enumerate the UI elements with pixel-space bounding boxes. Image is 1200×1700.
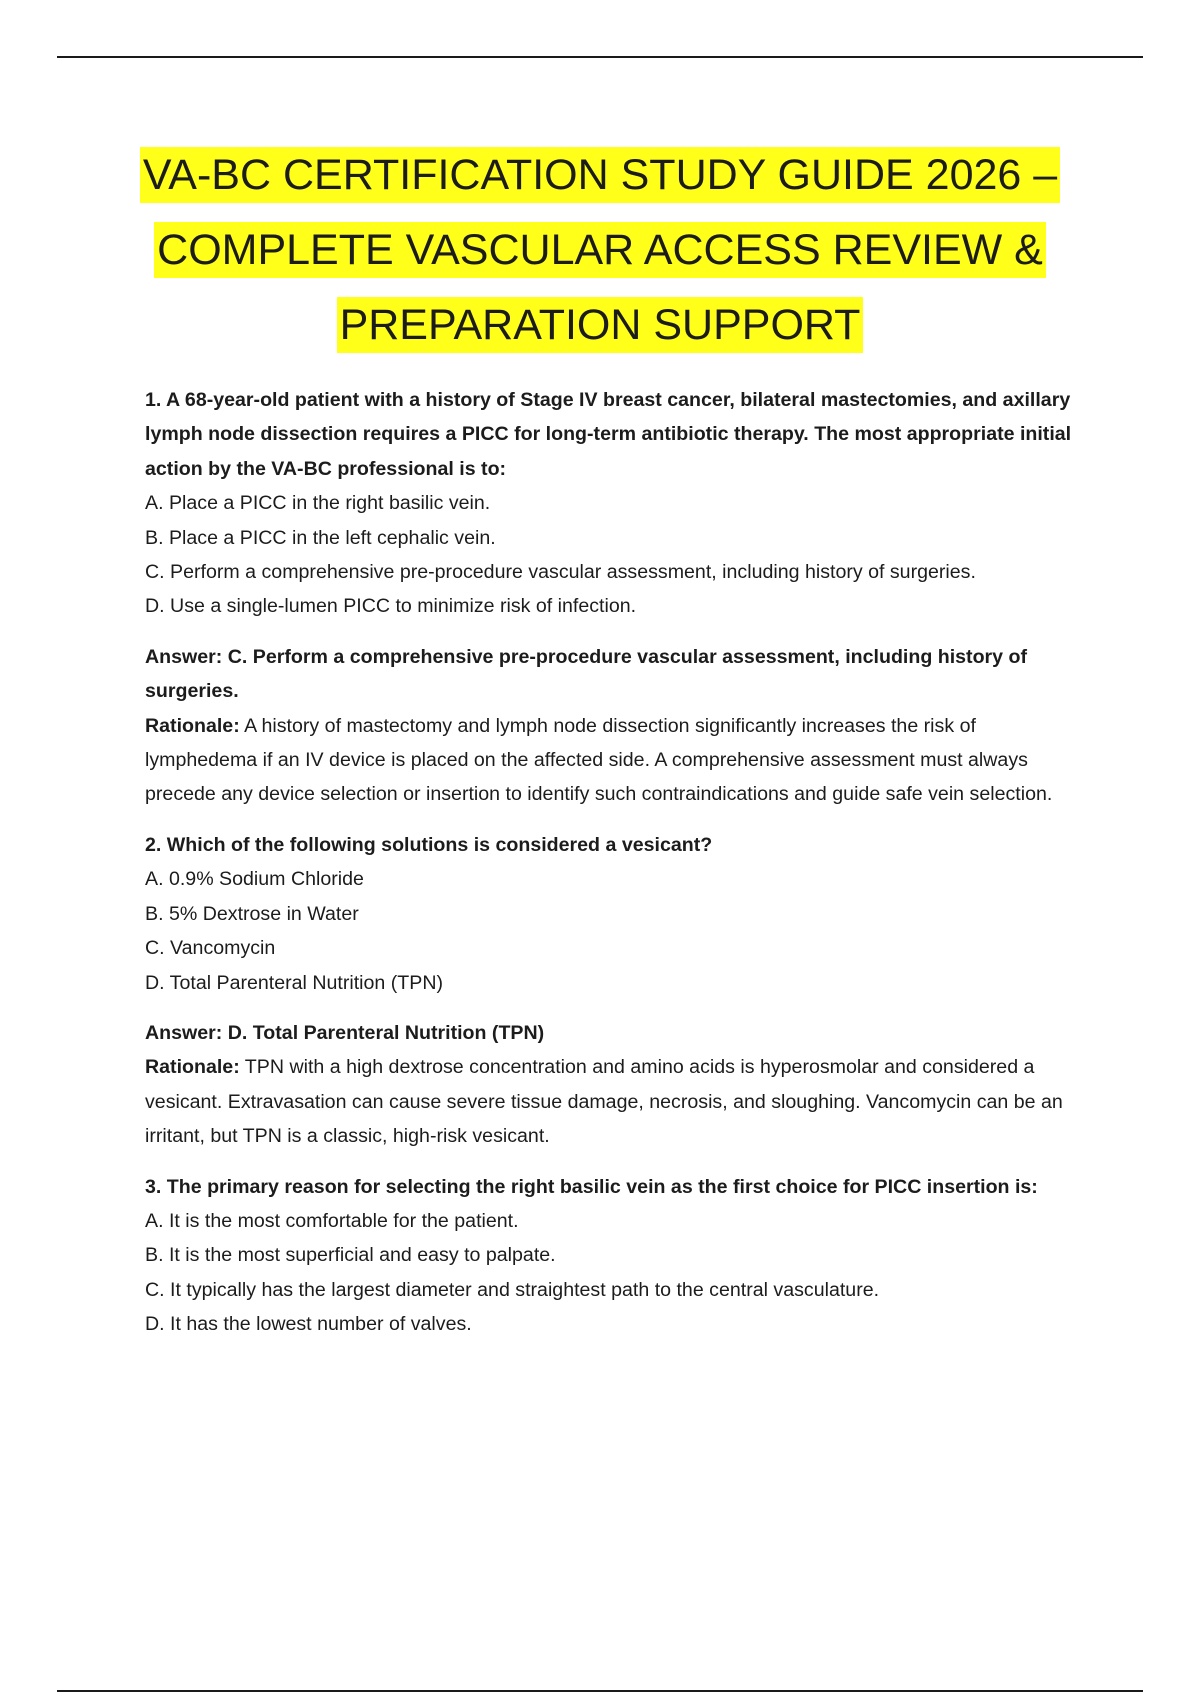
question-text: 2. Which of the following solutions is considered a vesicant? [145,833,713,856]
option-c: C. It typically has the largest diameter and straightest path to the central vasculature. [145,1278,880,1301]
document-title [80,138,1120,363]
top-rule [57,56,1143,58]
answer-text: Answer: D. Total Parenteral Nutrition (TPN) [145,1021,545,1044]
option-b: B. It is the most superficial and easy to palpate. [145,1244,556,1267]
rationale-label: Rationale: [145,1056,240,1079]
title-highlight: VA-BC CERTIFICATION STUDY GUIDE 2026 – COMPLETE VASCULAR ACCESS REVIEW & PREPARATION SUPPORT [140,147,1060,353]
option-a: A. It is the most comfortable for the patient. [145,1209,519,1232]
question-text: 3. The primary reason for selecting the right basilic vein as the first choice for PICC insertion is: [145,1175,1038,1198]
answer-block-2 [145,1016,1090,1154]
option-b: B. Place a PICC in the left cephalic vein. [145,526,496,549]
rationale-text: A history of mastectomy and lymph node dissection significantly increases the risk of lymphedema if an IV device is placed on the affected side. A comprehensive assessment must always precede any device selection or insertion to identify such contraindications and guide safe vein selection. [145,714,1053,806]
question-list [145,383,1090,1358]
question-text: 1. A 68-year-old patient with a history of Stage IV breast cancer, bilateral mastectomies, and axillary lymph node dissection requires a PICC for long-term antibiotic therapy. The most appropriate initial action by the VA-BC professional is to: [145,389,1072,480]
question-block-2 [145,828,1090,1000]
option-d: D. It has the lowest number of valves. [145,1313,472,1336]
answer-block-1 [145,640,1090,812]
option-b: B. 5% Dextrose in Water [145,902,359,925]
option-d: D. Use a single-lumen PICC to minimize risk of infection. [145,595,637,618]
answer-text: Answer: C. Perform a comprehensive pre-procedure vascular assessment, including history of surgeries. [145,645,1027,703]
rationale-text: TPN with a high dextrose concentration and amino acids is hyperosmolar and considered a vesicant. Extravasation can cause severe tissue damage, necrosis, and sloughing. Vancomycin can be an irritant, but TPN is a classic, high-risk vesicant. [145,1056,1063,1148]
rationale-label: Rationale: [145,714,240,737]
rationale [145,709,1090,812]
option-a: A. Place a PICC in the right basilic vein. [145,492,491,515]
option-d: D. Total Parenteral Nutrition (TPN) [145,971,444,994]
option-a: A. 0.9% Sodium Chloride [145,868,364,891]
option-c: C. Vancomycin [145,937,276,960]
question-block-3 [145,1170,1090,1342]
option-c: C. Perform a comprehensive pre-procedure vascular assessment, including history of surgeries. [145,561,976,584]
question-block-1 [145,383,1090,624]
rationale [145,1050,1090,1153]
bottom-rule [57,1690,1143,1692]
